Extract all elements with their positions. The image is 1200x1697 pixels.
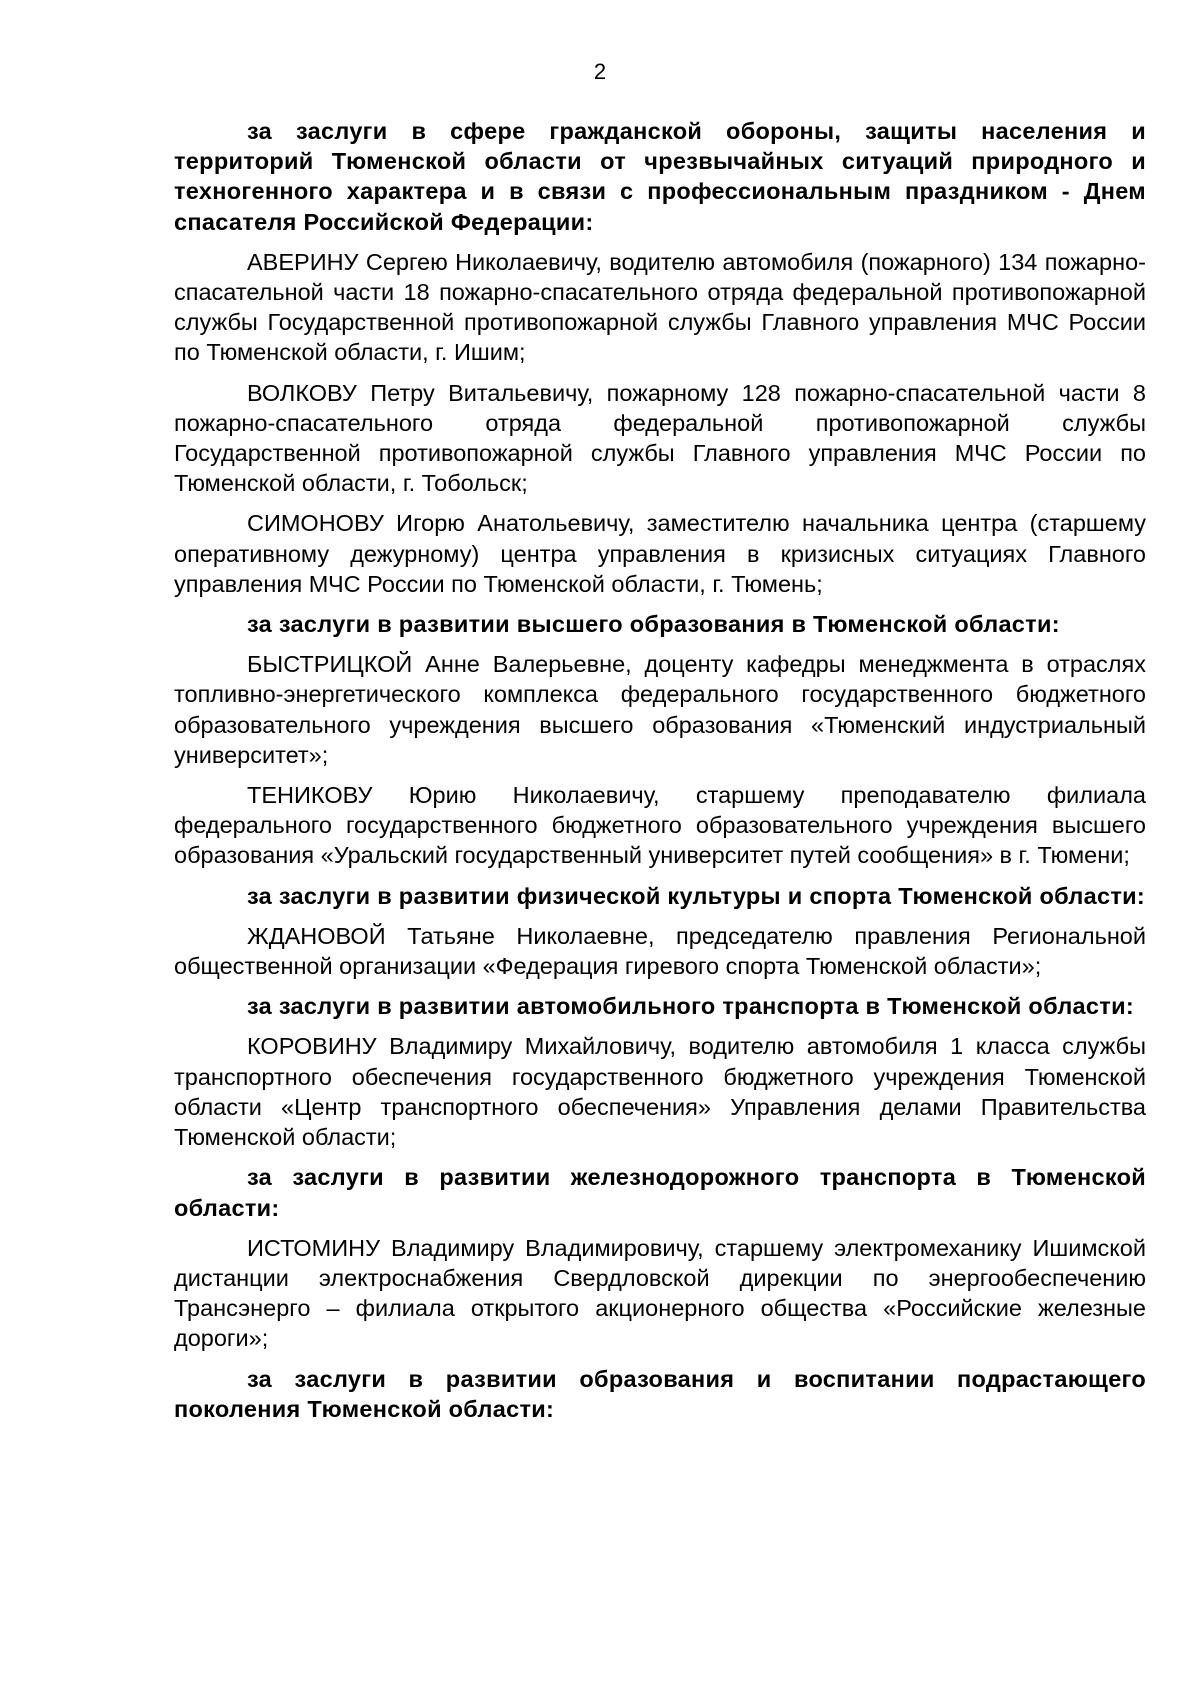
document-body <box>174 116 1146 1434</box>
section-heading-railway-transport: за заслуги в развитии железнодорожного транспорта в Тюменской области: <box>174 1164 1146 1221</box>
award-entry-istomin: ИСТОМИНУ Владимиру Владимировичу, старшему электромеханику Ишимской дистанции электроснабжения Свердловской дирекции по энергообеспечению Трансэнерго – филиала открытого акционерного общества «Российские железные дороги»; <box>174 1234 1146 1352</box>
award-entry-bystritskaya: БЫСТРИЦКОЙ Анне Валерьевне, доценту кафедры менеджмента в отраслях топливно-энергетического комплекса федерального государственного бюджетного образовательного учреждения высшего образования «Тюменский индустриальный университет»; <box>174 651 1146 768</box>
award-entry-volkov: ВОЛКОВУ Петру Витальевичу, пожарному 128 пожарно-спасательной части 8 пожарно-спасательного отряда федеральной противопожарной службы Государственной противопожарной службы Главного управления МЧС России по Тюменской области, г. Тобольск; <box>174 379 1146 497</box>
section-heading-sport: за заслуги в развитии физической культуры и спорта Тюменской области: <box>247 882 1146 909</box>
section-heading-higher-education: за заслуги в развитии высшего образования в Тюменской области: <box>247 611 1060 638</box>
award-entry-simonov: СИМОНОВУ Игорю Анатольевичу, заместителю начальника центра (старшему оперативному дежурному) центра управления в кризисных ситуациях Главного управления МЧС России по Тюменской области, г. Тюмень; <box>174 510 1146 597</box>
award-entry-tenikov: ТЕНИКОВУ Юрию Николаевичу, старшему преподавателю филиала федерального государственного бюджетного образовательного учреждения высшего образования «Уральский государственный университет путей сообщения» в г. Тюмени; <box>174 782 1146 869</box>
award-entry-zhdanova: ЖДАНОВОЙ Татьяне Николаевне, председателю правления Региональной общественной организации «Федерация гиревого спорта Тюменской области»; <box>174 922 1146 980</box>
page-number: 2 <box>593 59 607 84</box>
section-heading-education: за заслуги в развитии образования и воспитании подрастающего поколения Тюменской области: <box>174 1365 1146 1422</box>
section-heading-civil-defense: за заслуги в сфере гражданской обороны, защиты населения и территорий Тюменской области от чрезвычайных ситуаций природного и техногенного характера и в связи с профессиональным праздником - Днем спасателя Российской Федерации: <box>174 118 1146 235</box>
award-entry-averin: АВЕРИНУ Сергею Николаевичу, водителю автомобиля (пожарного) 134 пожарно-спасательной части 18 пожарно-спасательного отряда федеральной противопожарной службы Государственной противопожарной службы Главного управления МЧС России по Тюменской области, г. Ишим; <box>174 248 1146 366</box>
award-entry-korovin: КОРОВИНУ Владимиру Михайловичу, водителю автомобиля 1 класса службы транспортного обеспечения государственного бюджетного учреждения Тюменской области «Центр транспортного обеспечения» Управления делами Правительства Тюменской области; <box>174 1033 1146 1151</box>
section-heading-road-transport: за заслуги в развитии автомобильного транспорта в Тюменской области: <box>247 993 1134 1020</box>
